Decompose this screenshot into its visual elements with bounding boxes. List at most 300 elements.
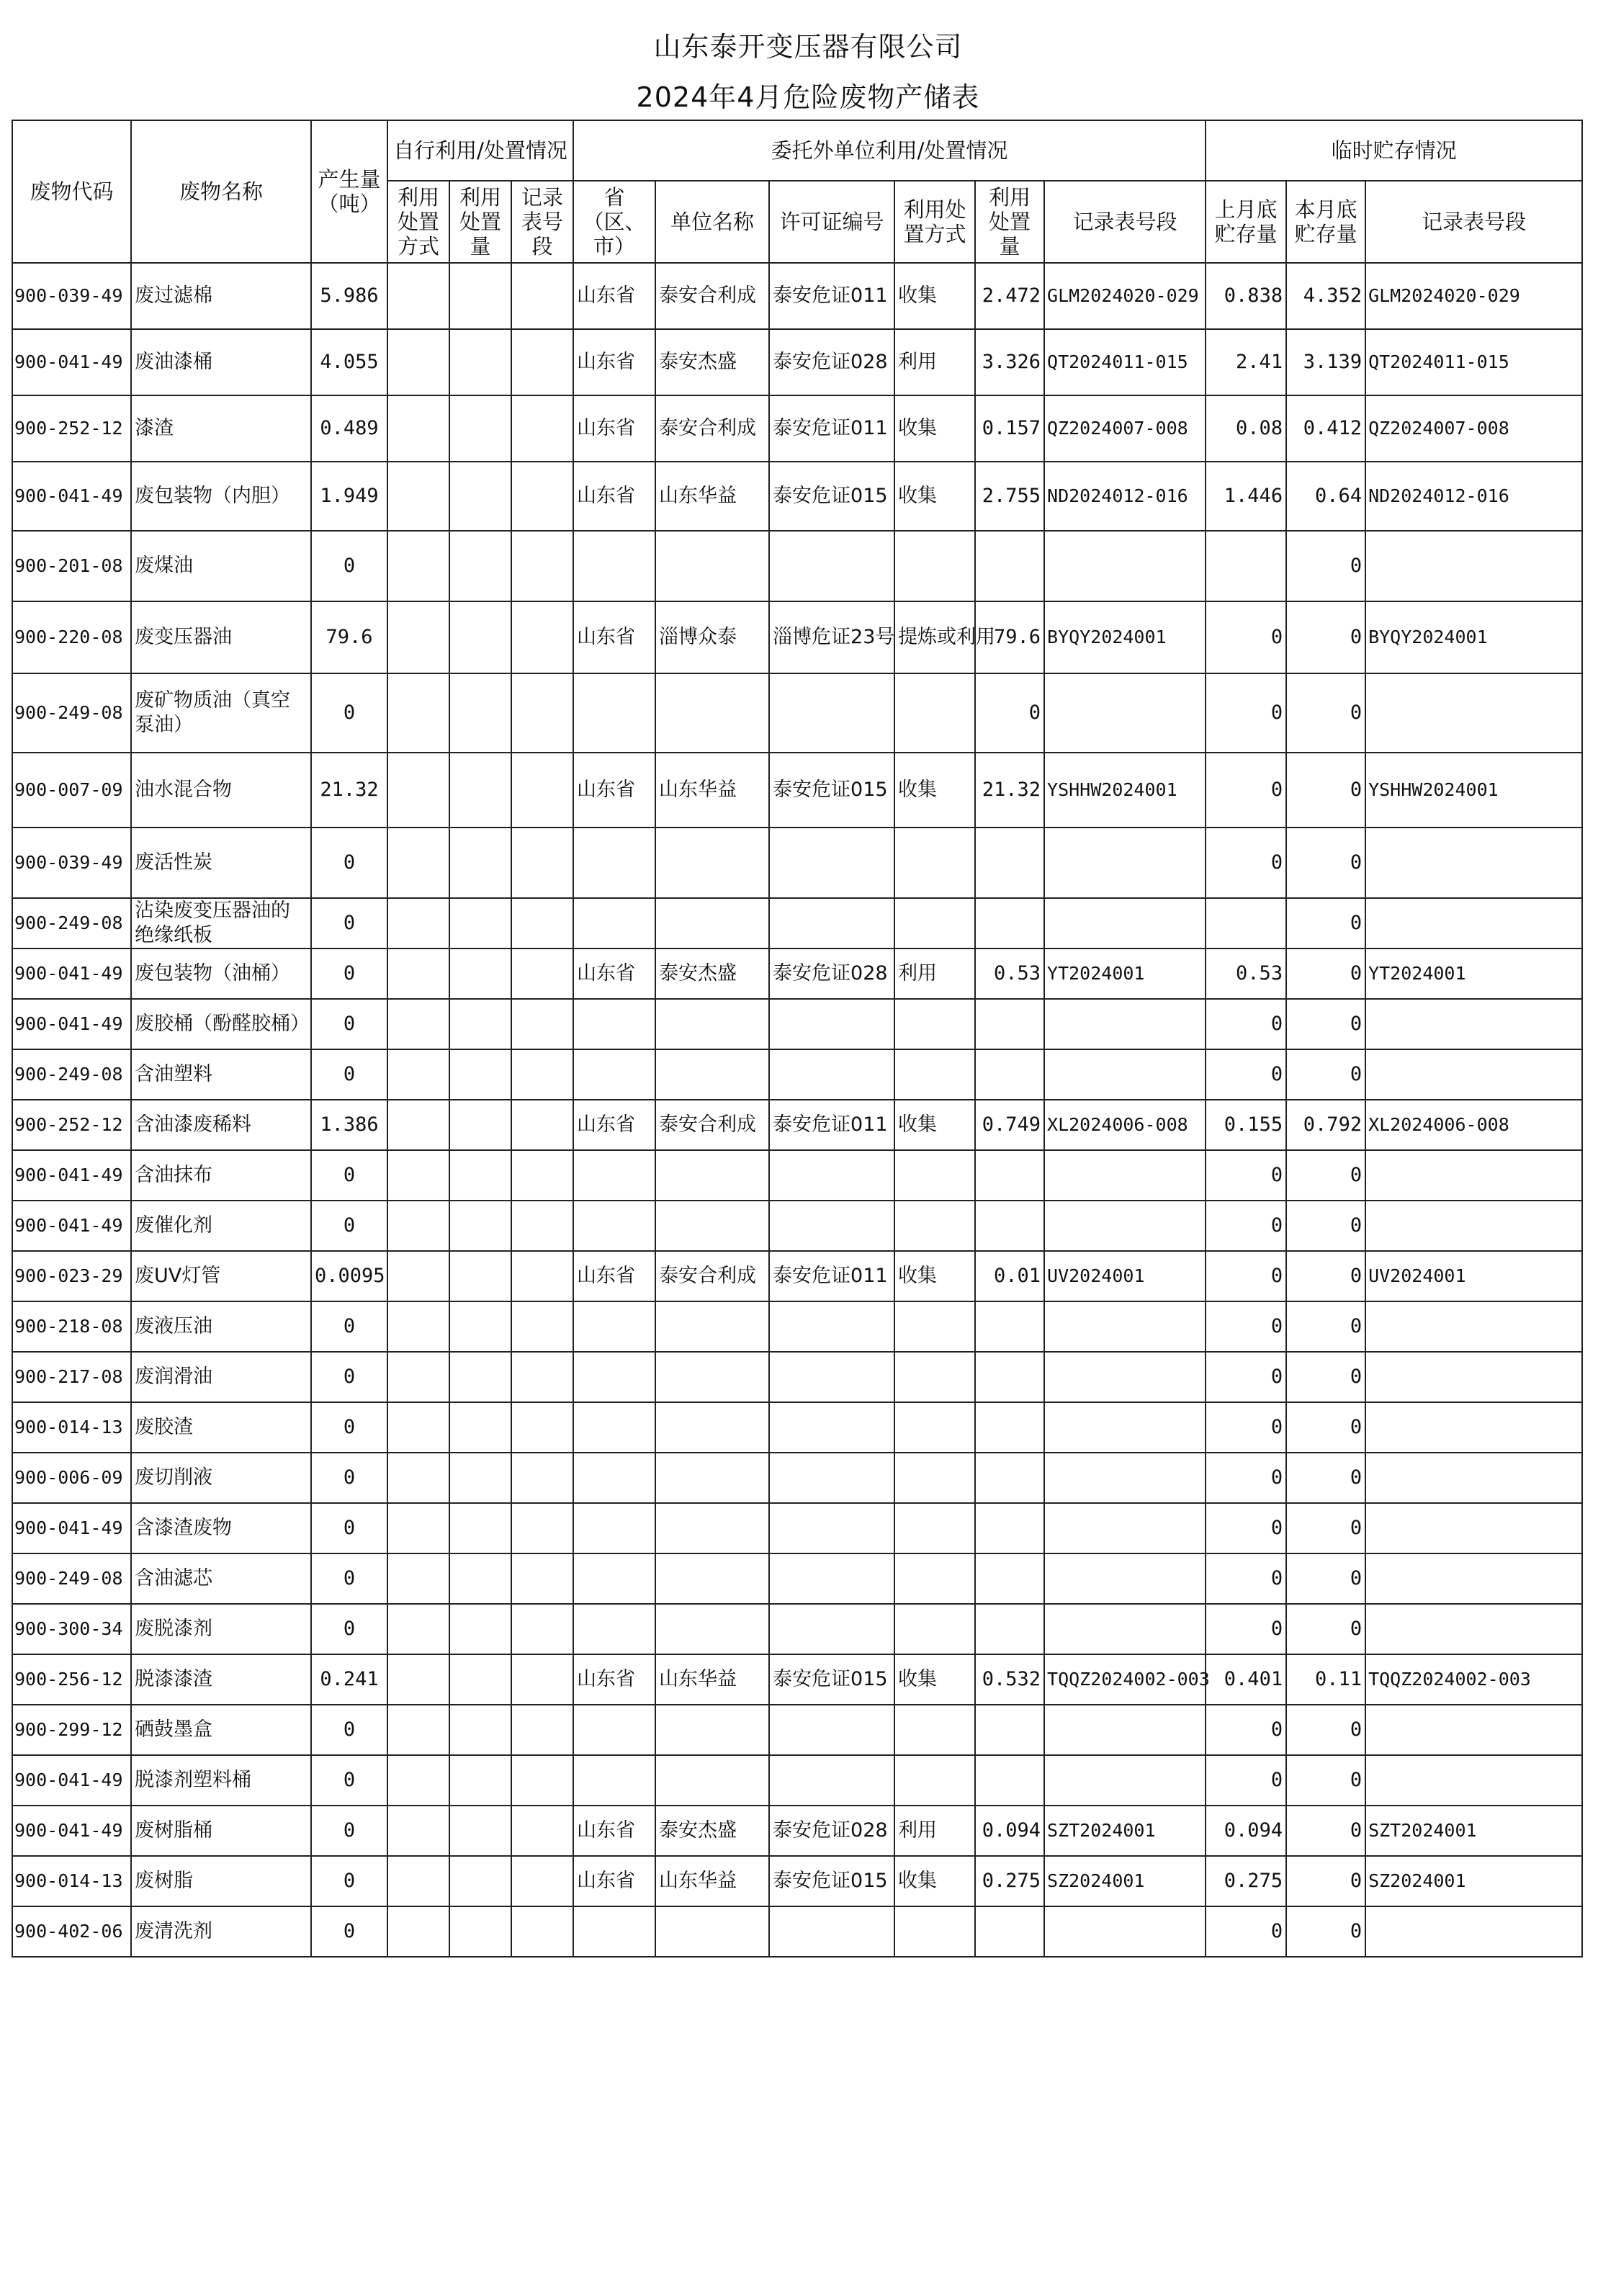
waste-name-cell: 废UV灯管 (131, 1251, 311, 1301)
storage-record-cell (1365, 1503, 1582, 1553)
waste-name-cell: 废树脂桶 (131, 1806, 311, 1856)
storage-record-cell (1365, 1705, 1582, 1755)
company-title: 山东泰开变压器有限公司 (653, 31, 963, 63)
self-record-cell (511, 1049, 573, 1100)
storage-record-cell (1365, 1150, 1582, 1201)
waste-name-cell: 废煤油 (131, 531, 311, 601)
header-storage-record: 记录表号段 (1365, 181, 1582, 263)
province-cell: 山东省 (573, 329, 655, 395)
self-method-cell (387, 329, 449, 395)
table-row (12, 601, 1582, 673)
unit-name-cell: 泰安合利成 (655, 395, 769, 462)
out-method-cell: 利用 (894, 329, 975, 395)
table-row (12, 898, 1582, 949)
license-cell: 淄博危证23号 (769, 601, 894, 673)
license-cell (769, 1503, 894, 1553)
this-month-storage-cell: 0 (1286, 1806, 1365, 1856)
self-amount-cell (449, 462, 511, 531)
out-method-cell (894, 1604, 975, 1654)
produced-amount-cell: 0 (311, 1301, 387, 1352)
self-record-cell (511, 1906, 573, 1957)
province-cell (573, 1604, 655, 1654)
self-method-cell (387, 828, 449, 898)
self-method-cell (387, 1654, 449, 1705)
self-record-cell (511, 1150, 573, 1201)
out-record-cell (1044, 1755, 1206, 1806)
out-amount-cell (975, 1402, 1044, 1453)
out-amount-cell: 0.01 (975, 1251, 1044, 1301)
last-month-storage-cell: 0 (1206, 753, 1286, 828)
last-month-storage-cell: 1.446 (1206, 462, 1286, 531)
this-month-storage-cell: 0 (1286, 898, 1365, 949)
last-month-storage-cell: 0.08 (1206, 395, 1286, 462)
self-method-cell (387, 1856, 449, 1906)
self-record-cell (511, 1604, 573, 1654)
table-row (12, 1301, 1582, 1352)
waste-code-cell: 900-041-49 (12, 949, 131, 999)
this-month-storage-cell: 0 (1286, 1251, 1365, 1301)
license-cell (769, 1755, 894, 1806)
license-cell (769, 531, 894, 601)
self-record-cell (511, 531, 573, 601)
self-method-cell (387, 531, 449, 601)
waste-name-cell: 废润滑油 (131, 1352, 311, 1402)
self-method-cell (387, 1906, 449, 1957)
out-amount-cell: 2.755 (975, 462, 1044, 531)
storage-record-cell (1365, 1352, 1582, 1402)
self-method-cell (387, 1806, 449, 1856)
table-row (12, 949, 1582, 999)
out-record-cell: BYQY2024001 (1044, 601, 1206, 673)
out-amount-cell: 0.275 (975, 1856, 1044, 1906)
waste-name-cell: 含油漆废稀料 (131, 1100, 311, 1150)
out-method-cell (894, 1352, 975, 1402)
table-row (12, 753, 1582, 828)
self-record-cell (511, 673, 573, 753)
header-this-month: 本月底贮存量 (1286, 181, 1365, 263)
unit-name-cell (655, 1352, 769, 1402)
out-record-cell: QT2024011-015 (1044, 329, 1206, 395)
waste-code-cell: 900-014-13 (12, 1856, 131, 1906)
license-cell (769, 828, 894, 898)
self-method-cell (387, 601, 449, 673)
license-cell (769, 1352, 894, 1402)
header-unit-name: 单位名称 (655, 181, 769, 263)
table-row (12, 1806, 1582, 1856)
out-record-cell: GLM2024020-029 (1044, 263, 1206, 329)
last-month-storage-cell: 0 (1206, 1049, 1286, 1100)
waste-name-cell: 废液压油 (131, 1301, 311, 1352)
last-month-storage-cell: 0 (1206, 601, 1286, 673)
table-row (12, 1503, 1582, 1553)
province-cell (573, 1201, 655, 1251)
last-month-storage-cell: 0 (1206, 1201, 1286, 1251)
license-cell (769, 1301, 894, 1352)
produced-amount-cell: 0.241 (311, 1654, 387, 1705)
self-amount-cell (449, 1604, 511, 1654)
self-amount-cell (449, 1453, 511, 1503)
self-amount-cell (449, 395, 511, 462)
this-month-storage-cell: 4.352 (1286, 263, 1365, 329)
table-row (12, 1654, 1582, 1705)
waste-code-cell: 900-039-49 (12, 828, 131, 898)
unit-name-cell (655, 898, 769, 949)
this-month-storage-cell: 0 (1286, 1755, 1365, 1806)
waste-name-cell: 废胶渣 (131, 1402, 311, 1453)
storage-record-cell: QT2024011-015 (1365, 329, 1582, 395)
self-method-cell (387, 673, 449, 753)
last-month-storage-cell: 0.275 (1206, 1856, 1286, 1906)
last-month-storage-cell: 0 (1206, 828, 1286, 898)
unit-name-cell (655, 1553, 769, 1604)
out-method-cell (894, 1049, 975, 1100)
unit-name-cell (655, 999, 769, 1049)
out-method-cell (894, 1503, 975, 1553)
out-record-cell (1044, 1301, 1206, 1352)
out-amount-cell: 0.749 (975, 1100, 1044, 1150)
waste-name-cell: 脱漆漆渣 (131, 1654, 311, 1705)
province-cell (573, 1906, 655, 1957)
produced-amount-cell: 0.489 (311, 395, 387, 462)
this-month-storage-cell: 0 (1286, 1604, 1365, 1654)
out-amount-cell: 21.32 (975, 753, 1044, 828)
self-record-cell (511, 263, 573, 329)
self-amount-cell (449, 1049, 511, 1100)
waste-code-cell: 900-006-09 (12, 1453, 131, 1503)
unit-name-cell (655, 1301, 769, 1352)
self-amount-cell (449, 1150, 511, 1201)
waste-code-cell: 900-218-08 (12, 1301, 131, 1352)
unit-name-cell: 泰安杰盛 (655, 949, 769, 999)
out-amount-cell (975, 1352, 1044, 1402)
this-month-storage-cell: 0.412 (1286, 395, 1365, 462)
province-cell (573, 1402, 655, 1453)
unit-name-cell (655, 673, 769, 753)
this-month-storage-cell: 0 (1286, 1201, 1365, 1251)
storage-record-cell (1365, 1604, 1582, 1654)
produced-amount-cell: 0 (311, 1402, 387, 1453)
province-cell (573, 1352, 655, 1402)
out-record-cell (1044, 1906, 1206, 1957)
waste-name-cell: 废过滤棉 (131, 263, 311, 329)
out-method-cell (894, 1301, 975, 1352)
table-row (12, 1100, 1582, 1150)
last-month-storage-cell: 0 (1206, 1705, 1286, 1755)
license-cell: 泰安危证011 (769, 395, 894, 462)
table-row (12, 673, 1582, 753)
storage-record-cell (1365, 531, 1582, 601)
last-month-storage-cell (1206, 531, 1286, 601)
last-month-storage-cell: 0 (1206, 1604, 1286, 1654)
produced-amount-cell: 0 (311, 1150, 387, 1201)
waste-name-cell: 废变压器油 (131, 601, 311, 673)
hazardous-waste-table (12, 120, 1583, 1958)
this-month-storage-cell: 0 (1286, 1150, 1365, 1201)
produced-amount-cell: 0 (311, 1705, 387, 1755)
self-amount-cell (449, 1806, 511, 1856)
out-record-cell (1044, 531, 1206, 601)
license-cell (769, 1705, 894, 1755)
waste-name-cell: 废脱漆剂 (131, 1604, 311, 1654)
license-cell: 泰安危证028 (769, 329, 894, 395)
unit-name-cell (655, 1755, 769, 1806)
waste-code-cell: 900-041-49 (12, 329, 131, 395)
out-method-cell (894, 999, 975, 1049)
out-record-cell: TQQZ2024002-003 (1044, 1654, 1206, 1705)
header-last-month: 上月底贮存量 (1206, 181, 1286, 263)
self-method-cell (387, 1553, 449, 1604)
self-record-cell (511, 949, 573, 999)
out-record-cell: SZT2024001 (1044, 1806, 1206, 1856)
out-amount-cell (975, 1150, 1044, 1201)
self-record-cell (511, 1201, 573, 1251)
self-record-cell (511, 1301, 573, 1352)
self-method-cell (387, 263, 449, 329)
storage-record-cell (1365, 1049, 1582, 1100)
storage-record-cell: XL2024006-008 (1365, 1100, 1582, 1150)
self-method-cell (387, 1503, 449, 1553)
out-amount-cell: 0 (975, 673, 1044, 753)
table-row (12, 1906, 1582, 1957)
self-amount-cell (449, 1301, 511, 1352)
last-month-storage-cell: 2.41 (1206, 329, 1286, 395)
out-amount-cell (975, 1201, 1044, 1251)
out-method-cell: 收集 (894, 395, 975, 462)
self-method-cell (387, 1150, 449, 1201)
storage-record-cell (1365, 1402, 1582, 1453)
table-row (12, 263, 1582, 329)
table-row (12, 1755, 1582, 1806)
table-row (12, 531, 1582, 601)
out-amount-cell (975, 1705, 1044, 1755)
this-month-storage-cell: 0 (1286, 1503, 1365, 1553)
produced-amount-cell: 0 (311, 828, 387, 898)
produced-amount-cell: 0 (311, 999, 387, 1049)
table-row (12, 1453, 1582, 1503)
out-amount-cell (975, 999, 1044, 1049)
self-method-cell (387, 1301, 449, 1352)
out-method-cell (894, 1906, 975, 1957)
waste-code-cell: 900-041-49 (12, 1201, 131, 1251)
unit-name-cell: 泰安杰盛 (655, 329, 769, 395)
last-month-storage-cell (1206, 898, 1286, 949)
produced-amount-cell: 79.6 (311, 601, 387, 673)
this-month-storage-cell: 0 (1286, 999, 1365, 1049)
out-amount-cell (975, 828, 1044, 898)
storage-record-cell (1365, 1906, 1582, 1957)
produced-amount-cell: 0 (311, 1201, 387, 1251)
self-amount-cell (449, 898, 511, 949)
out-record-cell (1044, 1604, 1206, 1654)
storage-record-cell (1365, 1301, 1582, 1352)
header-storage-group: 临时贮存情况 (1206, 120, 1582, 181)
waste-name-cell: 废胶桶（酚醛胶桶） (131, 999, 311, 1049)
produced-amount-cell: 0 (311, 1856, 387, 1906)
waste-code-cell: 900-252-12 (12, 1100, 131, 1150)
produced-amount-cell: 0 (311, 673, 387, 753)
produced-amount-cell: 0 (311, 1906, 387, 1957)
this-month-storage-cell: 0 (1286, 753, 1365, 828)
unit-name-cell: 泰安合利成 (655, 1100, 769, 1150)
header-out-method: 利用处置方式 (894, 181, 975, 263)
out-method-cell: 利用 (894, 1806, 975, 1856)
out-method-cell: 收集 (894, 1251, 975, 1301)
storage-record-cell (1365, 999, 1582, 1049)
last-month-storage-cell: 0 (1206, 1453, 1286, 1503)
license-cell (769, 999, 894, 1049)
province-cell: 山东省 (573, 1856, 655, 1906)
license-cell (769, 1906, 894, 1957)
unit-name-cell: 泰安合利成 (655, 263, 769, 329)
self-method-cell (387, 1604, 449, 1654)
out-method-cell: 收集 (894, 263, 975, 329)
out-method-cell: 收集 (894, 1100, 975, 1150)
self-method-cell (387, 999, 449, 1049)
last-month-storage-cell: 0 (1206, 1402, 1286, 1453)
last-month-storage-cell: 0.838 (1206, 263, 1286, 329)
waste-code-cell: 900-201-08 (12, 531, 131, 601)
self-method-cell (387, 1755, 449, 1806)
self-record-cell (511, 1755, 573, 1806)
out-method-cell: 收集 (894, 1654, 975, 1705)
province-cell: 山东省 (573, 1100, 655, 1150)
storage-record-cell (1365, 673, 1582, 753)
storage-record-cell: SZT2024001 (1365, 1806, 1582, 1856)
waste-code-cell: 900-041-49 (12, 1150, 131, 1201)
self-amount-cell (449, 601, 511, 673)
province-cell: 山东省 (573, 395, 655, 462)
self-record-cell (511, 1352, 573, 1402)
out-record-cell (1044, 1503, 1206, 1553)
produced-amount-cell: 0 (311, 1352, 387, 1402)
province-cell (573, 531, 655, 601)
header-license: 许可证编号 (769, 181, 894, 263)
province-cell (573, 1453, 655, 1503)
waste-code-cell: 900-256-12 (12, 1654, 131, 1705)
waste-name-cell: 含油塑料 (131, 1049, 311, 1100)
waste-name-cell: 废活性炭 (131, 828, 311, 898)
license-cell (769, 1553, 894, 1604)
waste-code-cell: 900-007-09 (12, 753, 131, 828)
out-method-cell: 收集 (894, 462, 975, 531)
table-row (12, 329, 1582, 395)
self-record-cell (511, 1654, 573, 1705)
out-record-cell (1044, 1402, 1206, 1453)
header-self-record: 记录表号段 (511, 181, 573, 263)
unit-name-cell: 山东华益 (655, 1856, 769, 1906)
produced-amount-cell: 0 (311, 898, 387, 949)
out-amount-cell (975, 1604, 1044, 1654)
waste-code-cell: 900-402-06 (12, 1906, 131, 1957)
waste-name-cell: 废包装物（油桶） (131, 949, 311, 999)
waste-code-cell: 900-041-49 (12, 1806, 131, 1856)
self-record-cell (511, 1100, 573, 1150)
unit-name-cell (655, 531, 769, 601)
produced-amount-cell: 1.386 (311, 1100, 387, 1150)
out-amount-cell (975, 1453, 1044, 1503)
self-method-cell (387, 1049, 449, 1100)
table-row (12, 828, 1582, 898)
self-amount-cell (449, 1352, 511, 1402)
waste-name-cell: 含漆渣废物 (131, 1503, 311, 1553)
waste-code-cell: 900-041-49 (12, 999, 131, 1049)
self-amount-cell (449, 1906, 511, 1957)
header-province: 省（区、市） (573, 181, 655, 263)
self-amount-cell (449, 1553, 511, 1604)
waste-code-cell: 900-252-12 (12, 395, 131, 462)
unit-name-cell: 山东华益 (655, 462, 769, 531)
province-cell (573, 1150, 655, 1201)
province-cell (573, 1503, 655, 1553)
waste-code-cell: 900-014-13 (12, 1402, 131, 1453)
header-out-amount: 利用处置量 (975, 181, 1044, 263)
produced-amount-cell: 0.0095 (311, 1251, 387, 1301)
unit-name-cell (655, 1150, 769, 1201)
out-record-cell (1044, 898, 1206, 949)
self-amount-cell (449, 531, 511, 601)
last-month-storage-cell: 0 (1206, 1251, 1286, 1301)
table-row (12, 1705, 1582, 1755)
out-record-cell (1044, 673, 1206, 753)
license-cell (769, 1150, 894, 1201)
produced-amount-cell: 0 (311, 949, 387, 999)
self-amount-cell (449, 1755, 511, 1806)
self-record-cell (511, 999, 573, 1049)
province-cell: 山东省 (573, 949, 655, 999)
waste-code-cell: 900-249-08 (12, 898, 131, 949)
last-month-storage-cell: 0 (1206, 1755, 1286, 1806)
license-cell: 泰安危证028 (769, 1806, 894, 1856)
this-month-storage-cell: 0 (1286, 1453, 1365, 1503)
this-month-storage-cell: 0 (1286, 531, 1365, 601)
self-record-cell (511, 753, 573, 828)
out-method-cell (894, 1150, 975, 1201)
license-cell (769, 1201, 894, 1251)
last-month-storage-cell: 0 (1206, 673, 1286, 753)
header-self-group: 自行利用/处置情况 (387, 120, 573, 181)
storage-record-cell: GLM2024020-029 (1365, 263, 1582, 329)
province-cell: 山东省 (573, 263, 655, 329)
storage-record-cell: QZ2024007-008 (1365, 395, 1582, 462)
storage-record-cell: SZ2024001 (1365, 1856, 1582, 1906)
self-record-cell (511, 1503, 573, 1553)
this-month-storage-cell: 0.792 (1286, 1100, 1365, 1150)
produced-amount-cell: 0 (311, 531, 387, 601)
self-method-cell (387, 949, 449, 999)
self-record-cell (511, 1402, 573, 1453)
self-amount-cell (449, 1503, 511, 1553)
province-cell (573, 828, 655, 898)
this-month-storage-cell: 0 (1286, 1049, 1365, 1100)
self-amount-cell (449, 1201, 511, 1251)
self-record-cell (511, 1251, 573, 1301)
waste-code-cell: 900-300-34 (12, 1604, 131, 1654)
last-month-storage-cell: 0 (1206, 1150, 1286, 1201)
last-month-storage-cell: 0 (1206, 1301, 1286, 1352)
table-body (12, 263, 1582, 1957)
last-month-storage-cell: 0.401 (1206, 1654, 1286, 1705)
out-amount-cell (975, 1301, 1044, 1352)
storage-record-cell (1365, 828, 1582, 898)
table-row (12, 999, 1582, 1049)
province-cell (573, 898, 655, 949)
self-record-cell (511, 1553, 573, 1604)
self-method-cell (387, 1402, 449, 1453)
self-amount-cell (449, 329, 511, 395)
self-method-cell (387, 1100, 449, 1150)
waste-name-cell: 油水混合物 (131, 753, 311, 828)
province-cell (573, 673, 655, 753)
